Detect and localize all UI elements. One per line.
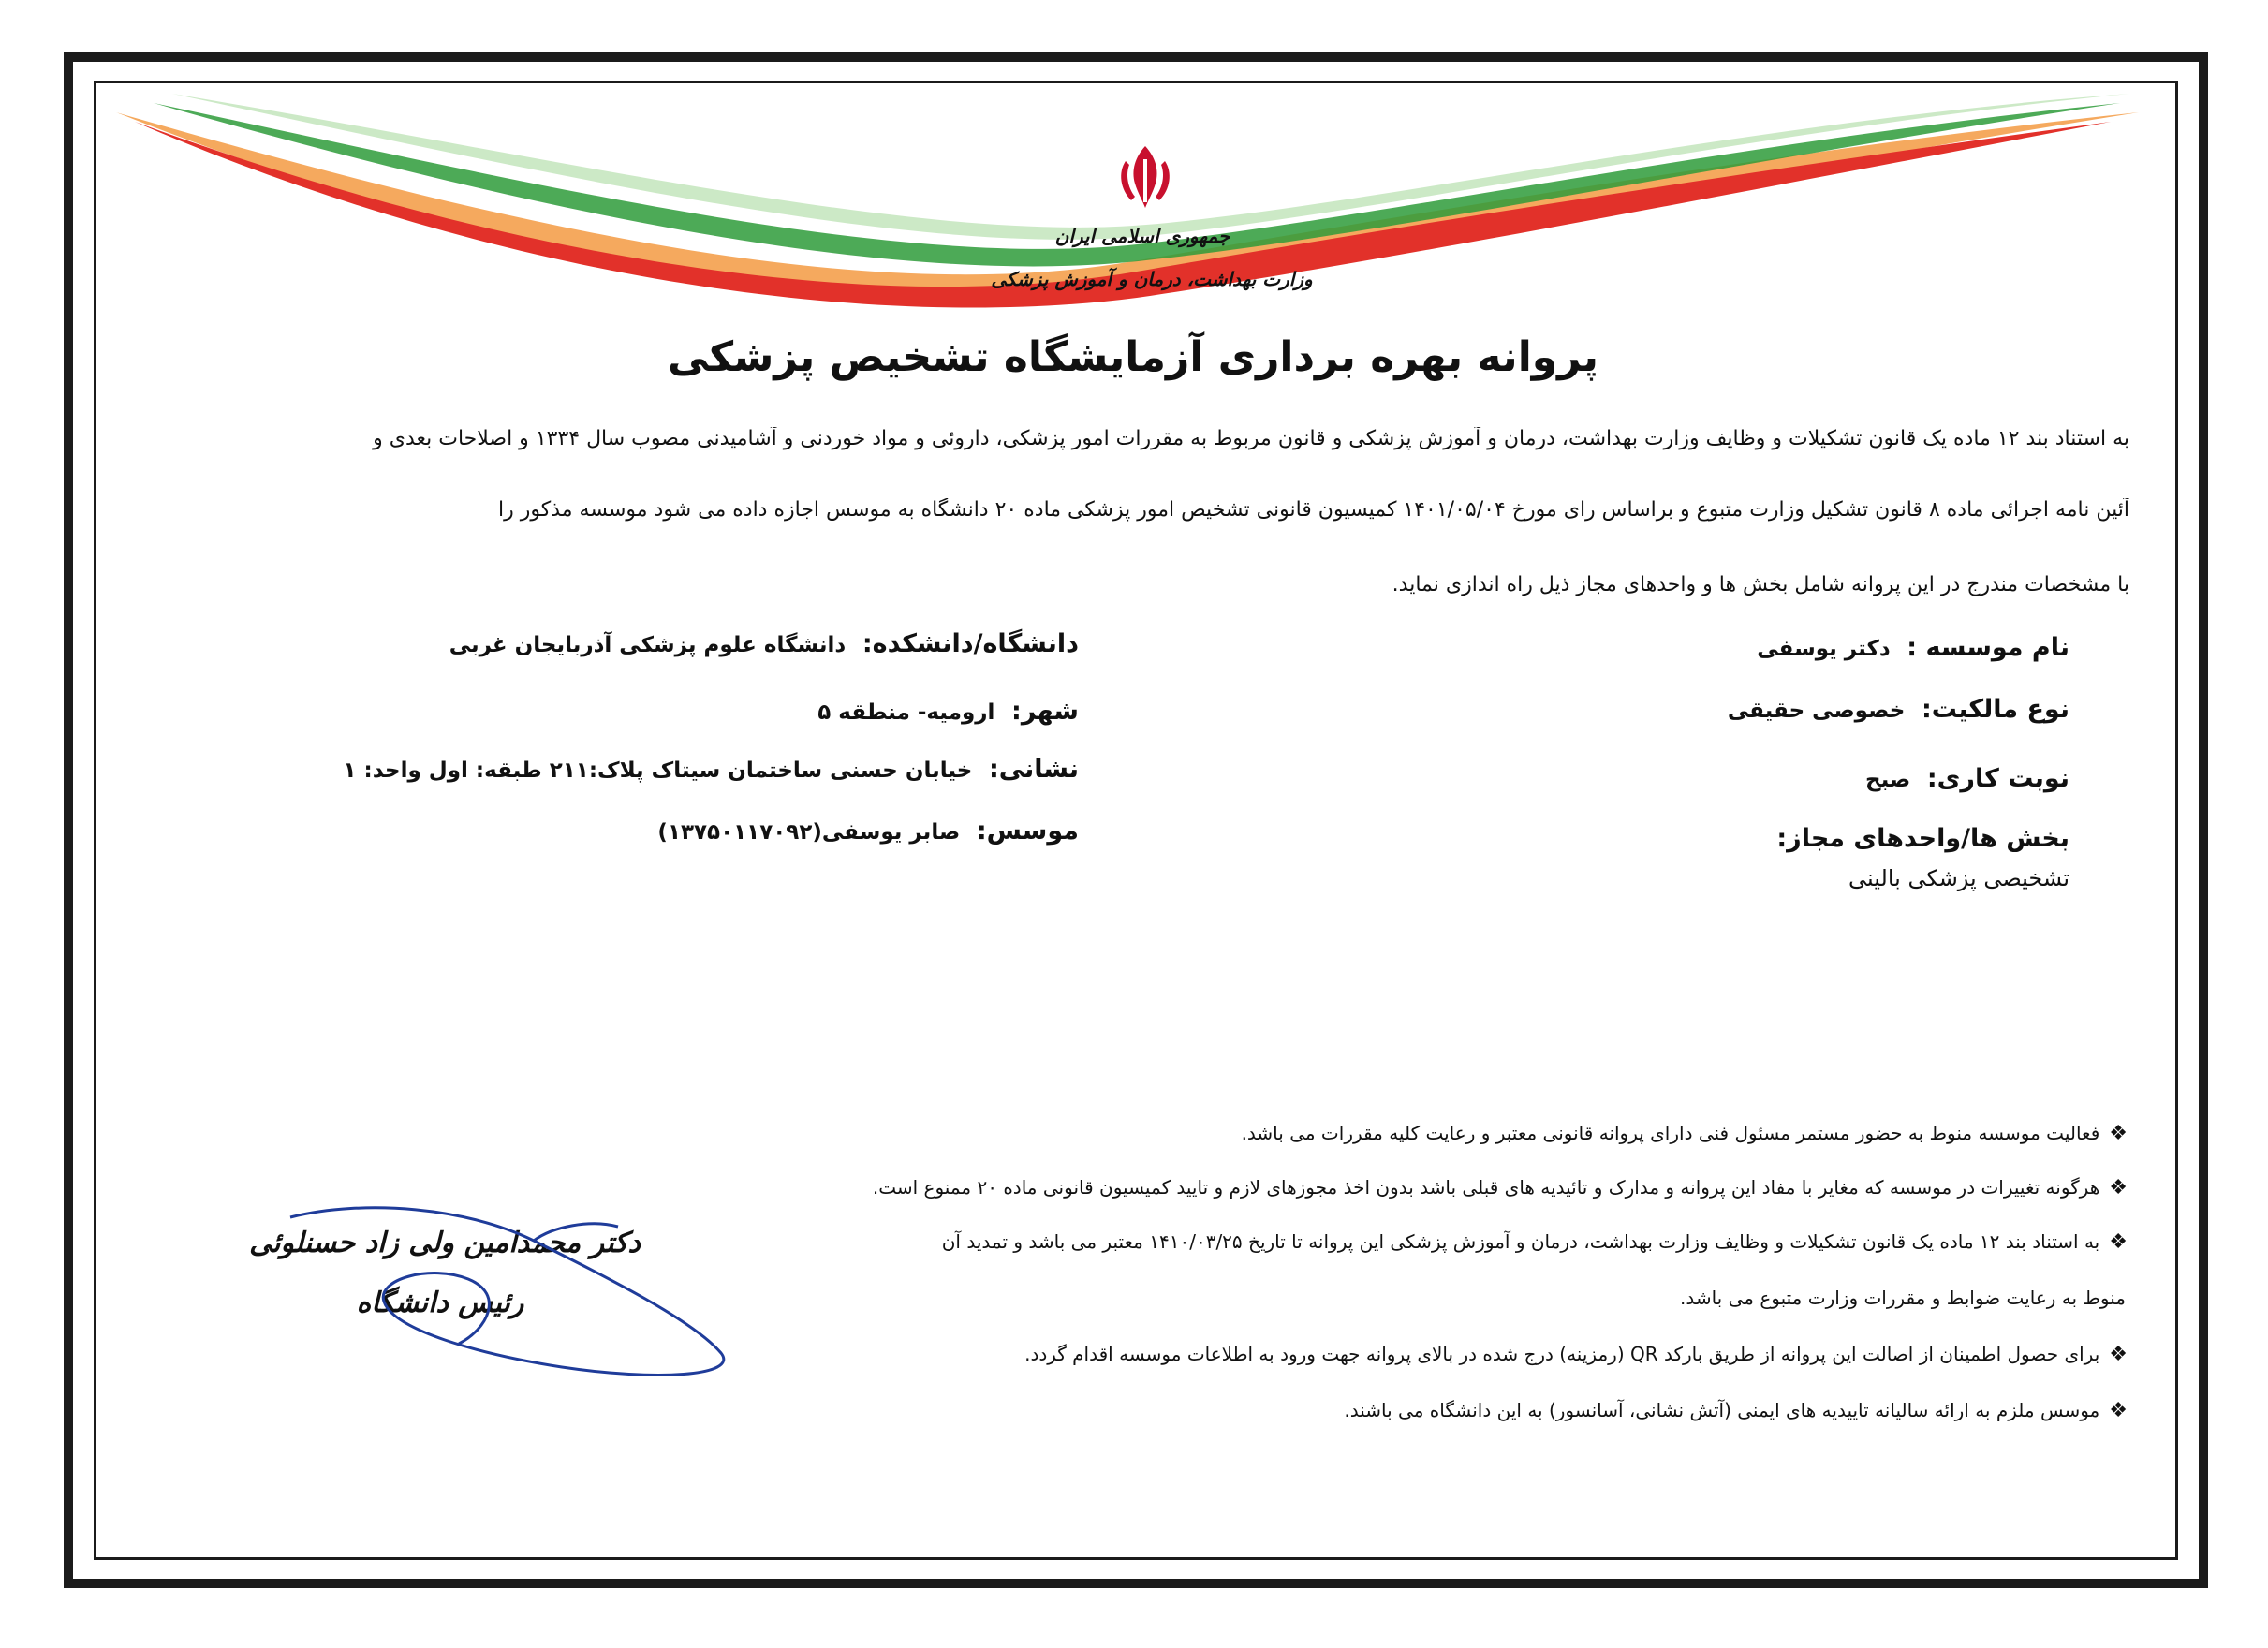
signatory-title: رئیس دانشگاه [356,1287,524,1319]
institute-name-label: نام موسسه : [1907,633,2069,662]
diamond-bullet-icon: ❖ [2109,1122,2128,1145]
diamond-bullet-icon: ❖ [2109,1343,2128,1366]
emblem-label-ministry: وزارت بهداشت، درمان و آموزش پزشکی [991,268,1313,290]
diamond-bullet-icon: ❖ [2109,1230,2128,1254]
note-item [760,1343,2128,1366]
document-title: پروانه بهره برداری آزمایشگاه تشخیص پزشکی [667,333,1599,381]
intro-line-1: به استناد بند ۱۲ ماده یک قانون تشکیلات و وظایف وزارت بهداشت، درمان و آموزش پزشکی و قانون مربوط به مقررات امور پزشکی، داروئی و مواد خوردنی و آشامیدنی مصوب سال ۱۳۳۴ و اصلاحات بعدی و [373,427,2129,450]
field-work-shift [1865,764,2069,793]
iran-emblem-icon [1107,139,1184,215]
city-value: ارومیه- منطقه ۵ [817,700,995,725]
field-institute-name [1757,633,2069,662]
diamond-bullet-icon: ❖ [2109,1399,2128,1422]
institute-name-value: دکتر یوسفی [1757,637,1891,661]
note-text: برای حصول اطمینان از اصالت این پروانه از طریق بارکد QR (رمزینه) درج شده در بالای پروانه جهت ورود به اطلاعات موسسه اقدام گردد. [1024,1343,2100,1365]
note-text: هرگونه تغییرات در موسسه که مغایر با مفاد این پروانه و مدارک و تائیدیه های قبلی باشد بدون اخذ مجوزهای لازم و تایید کمیسیون قانونی ماده ۲۰ ممنوع است. [872,1176,2100,1199]
intro-line-2: آئین نامه اجرائی ماده ۸ قانون تشکیل وزارت متبوع و براساس رای مورخ ۱۴۰۱/۰۵/۰۴ کمیسیون قانونی تشخیص امور پزشکی ماده ۲۰ دانشگاه به موسس اجازه داده می شود موسسه مذکور را [498,498,2129,522]
shift-label: نوبت کاری: [1926,764,2069,793]
university-label: دانشگاه/دانشکده: [862,629,1079,658]
note-text: فعالیت موسسه منوط به حضور مستمر مسئول فنی دارای پروانه قانونی معتبر و رعایت کلیه مقررات می باشد. [1241,1122,2100,1144]
city-label: شهر: [1011,697,1079,726]
authorized-units-value: تشخیصی پزشکی بالینی [1848,865,2069,891]
note-continuation: منوط به رعایت ضوابط و مقررات وزارت متبوع می باشد. [1679,1287,2126,1309]
founder-value: صابر یوسفی(۱۳۷۵۰۱۱۷۰۹۲) [657,820,961,845]
ownership-value: خصوصی حقیقی [1727,699,1906,723]
handwritten-signature [253,1189,740,1386]
field-ownership-type [1728,695,2069,724]
note-item [760,1176,2128,1199]
note-item [760,1230,2128,1254]
ownership-label: نوع مالکیت: [1921,695,2069,724]
field-address [343,755,1079,784]
note-item [760,1122,2128,1145]
emblem-label-republic: جمهوری اسلامی ایران [1054,225,1230,247]
field-authorized-units [1776,824,2069,853]
field-founder [657,817,1079,846]
founder-label: موسس: [976,817,1079,846]
intro-line-3: با مشخصات مندرج در این پروانه شامل بخش ها و واحدهای مجاز ذیل راه اندازی نماید. [1392,573,2129,596]
field-university [449,629,1079,658]
note-item [760,1399,2128,1422]
address-value: خیابان حسنی ساختمان سیتاک پلاک:۲۱۱ طبقه: اول واحد: ۱ [343,758,973,783]
address-label: نشانی: [988,755,1079,784]
note-text: موسس ملزم به ارائه سالیانه تاییدیه های ایمنی (آتش نشانی، آسانسور) به این دانشگاه می باشند. [1344,1399,2100,1421]
signatory-name: دکتر محمدامین ولی زاد حسنلوئی [249,1227,641,1259]
note-text: به استناد بند ۱۲ ماده یک قانون تشکیلات و وظایف وزارت بهداشت، درمان و آموزش پزشکی این پروانه تا تاریخ ۱۴۱۰/۰۳/۲۵ معتبر می باشد و تمدید آن [941,1230,2100,1253]
university-value: دانشگاه علوم پزشکی آذربایجان غربی [449,633,847,657]
units-label: بخش ها/واحدهای مجاز: [1776,824,2069,853]
field-city [817,697,1079,726]
shift-value: صبح [1865,768,1911,792]
diamond-bullet-icon: ❖ [2109,1176,2128,1199]
